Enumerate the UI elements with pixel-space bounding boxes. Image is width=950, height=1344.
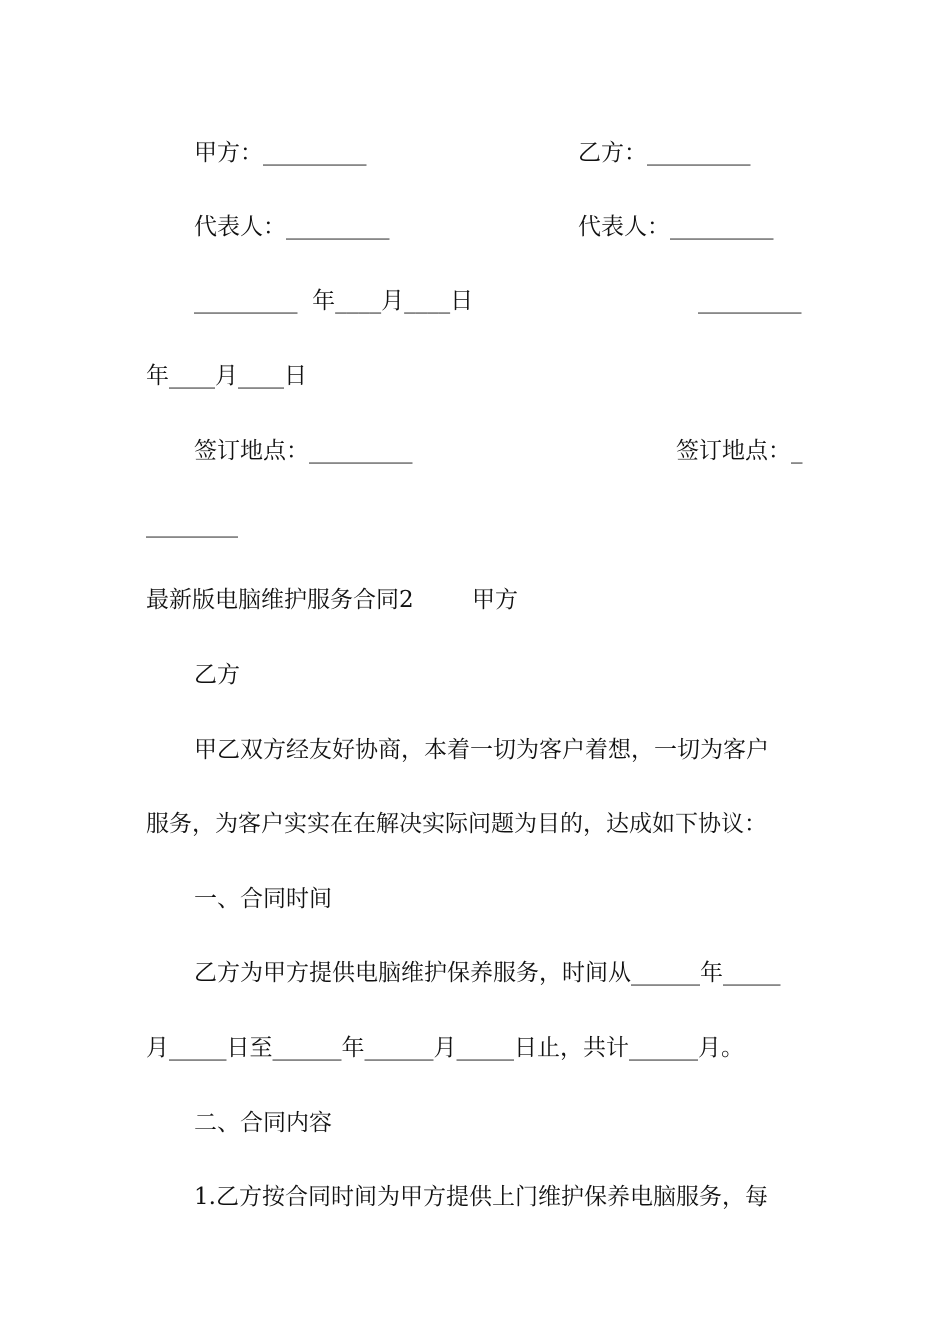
party-b-label: 乙方: [194, 662, 240, 688]
party-b-signature: 乙方：_________: [578, 140, 751, 166]
party-a-signature: 甲方：_________: [194, 140, 367, 166]
section-1-heading: 一、合同时间: [194, 886, 332, 912]
contract-title: 最新版电脑维护服务合同2: [146, 587, 414, 613]
party-b-representative: 代表人：_________: [578, 214, 774, 240]
party-a-date: _________ 年____月____日: [194, 288, 474, 314]
section-2-heading: 二、合同内容: [194, 1110, 332, 1136]
section-1-line-1: 乙方为甲方提供电脑维护保养服务，时间从______年_____: [194, 960, 781, 986]
party-b-signing-place-continued: ________: [146, 512, 238, 538]
party-b-date-blank: _________: [698, 288, 802, 314]
party-a-signing-place: 签订地点：_________: [194, 438, 413, 464]
party-a-label: 甲方: [472, 587, 518, 613]
intro-paragraph-line-1: 甲乙双方经友好协商，本着一切为客户着想，一切为客户: [194, 737, 769, 763]
party-b-date: 年____月____日: [146, 363, 307, 389]
section-2-item-1-line-1: 1.乙方按合同时间为甲方提供上门维护保养电脑服务，每: [194, 1184, 768, 1210]
party-b-signing-place: 签订地点：_: [676, 438, 803, 464]
party-a-representative: 代表人：_________: [194, 214, 390, 240]
intro-paragraph-line-2: 服务，为客户实实在在解决实际问题为目的，达成如下协议：: [146, 811, 767, 837]
section-1-line-2: 月_____日至______年______月_____日止，共计______月。: [146, 1035, 744, 1061]
